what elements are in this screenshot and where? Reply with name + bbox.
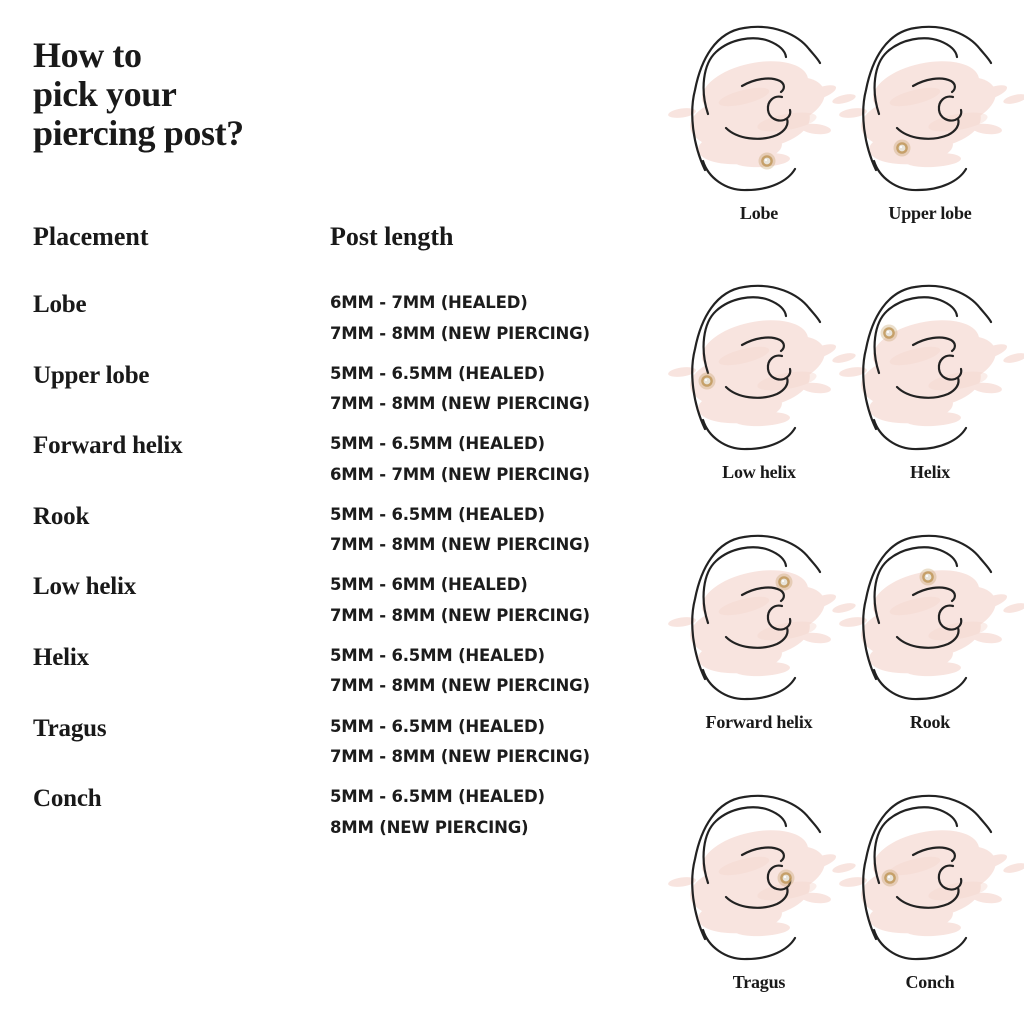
placement-cell: Lobe bbox=[33, 291, 87, 318]
post-length-cell bbox=[330, 641, 653, 702]
new-piercing-length: 8MM (NEW PIERCING) bbox=[330, 817, 529, 837]
post-length-cell bbox=[330, 288, 653, 349]
healed-length: 6MM - 7MM (HEALED) bbox=[330, 293, 528, 312]
ear-illustration bbox=[860, 23, 1000, 195]
table-row bbox=[33, 359, 653, 430]
ear-figure-low-helix bbox=[689, 282, 829, 483]
placement-cell: Tragus bbox=[33, 714, 107, 742]
title-line-2: pick your bbox=[33, 74, 177, 114]
title-line-1: How to bbox=[33, 35, 142, 75]
piercing-stud bbox=[778, 870, 795, 887]
table-row bbox=[33, 570, 653, 641]
table-row bbox=[33, 782, 653, 853]
table-headers bbox=[33, 222, 454, 252]
placement-cell: Helix bbox=[33, 643, 89, 671]
table-row bbox=[33, 641, 653, 712]
ear-figure-rook bbox=[860, 532, 1000, 733]
title-line-3: piercing post? bbox=[33, 113, 244, 153]
new-piercing-length: 7MM - 8MM (NEW PIERCING) bbox=[330, 747, 590, 767]
piercing-stud bbox=[882, 870, 899, 887]
ear-figure-upper-lobe bbox=[860, 23, 1000, 224]
post-length-cell bbox=[330, 429, 653, 490]
ear-figure-helix bbox=[860, 282, 1000, 483]
post-length-cell bbox=[330, 712, 653, 773]
piercing-stud bbox=[881, 325, 898, 342]
post-length-cell bbox=[330, 570, 653, 631]
ear-label: Forward helix bbox=[705, 712, 813, 732]
ear-illustration bbox=[689, 282, 829, 454]
piercing-stud bbox=[894, 140, 911, 157]
ear-figure-tragus bbox=[689, 792, 829, 993]
healed-length: 5MM - 6.5MM (HEALED) bbox=[330, 363, 545, 383]
table-row bbox=[33, 429, 653, 500]
ear-illustration bbox=[689, 792, 829, 964]
placement-cell: Low helix bbox=[33, 573, 137, 601]
healed-length: 5MM - 6.5MM (HEALED) bbox=[330, 434, 545, 454]
new-piercing-length: 7MM - 8MM (NEW PIERCING) bbox=[330, 394, 590, 414]
healed-length: 5MM - 6MM (HEALED) bbox=[330, 575, 528, 595]
ear-illustration bbox=[689, 23, 829, 195]
post-length-cell bbox=[330, 782, 653, 843]
ear-label: Tragus bbox=[732, 972, 786, 992]
placement-cell: Forward helix bbox=[33, 432, 183, 460]
placement-cell: Rook bbox=[33, 502, 90, 530]
ear-figure-forward-helix bbox=[689, 532, 829, 733]
new-piercing-length: 7MM - 8MM (NEW PIERCING) bbox=[330, 676, 590, 696]
ear-illustration bbox=[860, 532, 1000, 704]
piercing-stud bbox=[699, 373, 716, 390]
ear-illustration bbox=[860, 792, 1000, 964]
ear-figure-lobe bbox=[689, 23, 829, 224]
ear-label: Conch bbox=[905, 972, 955, 992]
piercing-stud bbox=[759, 153, 776, 170]
new-piercing-length: 7MM - 8MM (NEW PIERCING) bbox=[330, 323, 590, 343]
piercing-stud bbox=[776, 574, 793, 591]
placement-cell: Upper lobe bbox=[33, 361, 150, 389]
post-length-cell bbox=[330, 500, 653, 561]
table-row bbox=[33, 500, 653, 571]
new-piercing-length: 7MM - 8MM (NEW PIERCING) bbox=[330, 605, 590, 625]
piercing-stud bbox=[920, 569, 937, 586]
ear-label: Helix bbox=[910, 462, 950, 482]
table-row bbox=[33, 288, 653, 359]
ear-label: Lobe bbox=[739, 203, 779, 223]
new-piercing-length: 7MM - 8MM (NEW PIERCING) bbox=[330, 535, 590, 555]
healed-length: 5MM - 6.5MM (HEALED) bbox=[330, 504, 545, 524]
healed-length: 5MM - 6.5MM (HEALED) bbox=[330, 787, 545, 807]
placement-cell: Conch bbox=[33, 785, 102, 813]
ear-illustration bbox=[689, 532, 829, 704]
ear-illustration bbox=[860, 282, 1000, 454]
healed-length: 5MM - 6.5MM (HEALED) bbox=[330, 716, 545, 736]
post-length-column-header: Post length bbox=[330, 222, 454, 251]
placement-column-header: Placement bbox=[33, 222, 149, 251]
page-title bbox=[33, 36, 244, 153]
ear-label: Upper lobe bbox=[888, 203, 972, 223]
healed-length: 5MM - 6.5MM (HEALED) bbox=[330, 645, 545, 665]
ear-label: Rook bbox=[909, 712, 951, 732]
table-row bbox=[33, 712, 653, 783]
new-piercing-length: 6MM - 7MM (NEW PIERCING) bbox=[330, 464, 590, 484]
post-length-cell bbox=[330, 359, 653, 420]
ear-label: Low helix bbox=[722, 462, 796, 482]
post-length-table bbox=[33, 288, 653, 853]
ear-figure-conch bbox=[860, 792, 1000, 993]
